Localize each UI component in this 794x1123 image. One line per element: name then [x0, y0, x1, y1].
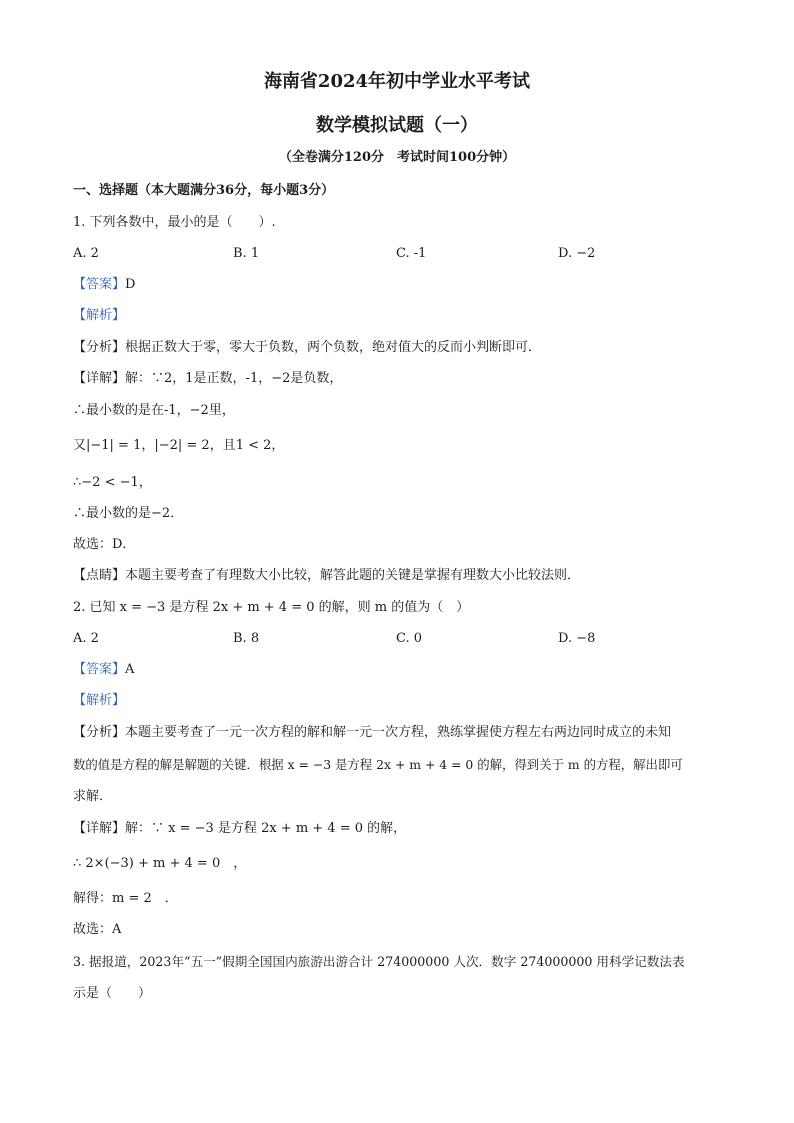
q1-stem: 1. 下列各数中，最小的是（ ）. — [73, 215, 276, 230]
q1-xiangjie — [73, 371, 342, 387]
q2-stem: 2. 已知 x = −3 是方程 2x + m + 4 = 0 的解，则 m 的值为（ ） — [73, 600, 470, 615]
q2-line-4: 故选：A — [73, 922, 122, 937]
q2-line-3: 解得：m = 2 ． — [73, 891, 178, 906]
q2-xiangjie — [73, 821, 406, 837]
answer-tag: 【答案】 — [73, 277, 126, 292]
dianjing-text: 本题主要考查了有理数大小比较，解答此题的关键是掌握有理数大小比较法则． — [125, 568, 581, 583]
q1-dianjing — [73, 568, 580, 584]
answer-value: D — [125, 277, 136, 292]
dianjing-tag: 【点睛】 — [73, 568, 126, 583]
xiangjie-text: 解：∵ x = −3 是方程 2x + m + 4 = 0 的解， — [125, 821, 407, 836]
fenxi-text: 根据正数大于零，零大于负数，两个负数，绝对值大的反而小判断即可． — [125, 340, 542, 355]
q2-analysis-tag: 【解析】 — [73, 693, 126, 708]
q1-line-2: ∴最小数的是在-1，−2里， — [73, 403, 235, 418]
q1-option-d: D. −2 — [558, 246, 596, 261]
answer-tag: 【答案】 — [73, 662, 126, 677]
q2-fenxi-2: 数的值是方程的解是解题的关键．根据 x = −3 是方程 2x + m + 4 = 0 的解，得到关于 m 的方程，解出即可 — [73, 757, 683, 772]
q1-analysis-tag: 【解析】 — [73, 308, 126, 323]
q3-stem-2: 示是（ ） — [73, 986, 152, 1001]
q1-answer — [73, 277, 135, 293]
q1-line-5: ∴最小数的是−2． — [73, 506, 184, 521]
q1-line-3: 又|−1| = 1，|−2| = 2，且1 < 2， — [73, 438, 285, 453]
fenxi-tag: 【分析】 — [73, 340, 126, 355]
xiangjie-tag: 【详解】 — [73, 821, 126, 836]
q2-fenxi-3: 求解． — [73, 789, 113, 804]
q2-option-a: A. 2 — [73, 631, 99, 646]
q1-option-b: B. 1 — [233, 246, 260, 261]
q2-option-c: C. 0 — [396, 631, 423, 646]
q2-fenxi-1 — [73, 725, 671, 741]
q2-option-d: D. −8 — [558, 631, 596, 646]
xiangjie-tag: 【详解】 — [73, 371, 126, 386]
q1-option-a: A. 2 — [73, 246, 99, 261]
xiangjie-text: 解：∵2，1是正数，-1，−2是负数， — [125, 371, 343, 386]
fenxi-text: 本题主要考查了一元一次方程的解和解一元一次方程，熟练掌握使方程左右两边同时成立的未知 — [125, 725, 672, 740]
q1-line-4: ∴−2 < −1， — [73, 475, 152, 490]
q2-answer — [73, 662, 134, 678]
q2-line-2: ∴ 2×(−3) + m + 4 = 0 ， — [73, 856, 247, 871]
q1-line-6: 故选：D． — [73, 537, 136, 552]
doc-subtitle: （全卷满分120分 考试时间100分钟） — [278, 150, 516, 165]
q1-fenxi — [73, 340, 541, 356]
answer-value: A — [125, 662, 135, 677]
section-heading: 一、选择题（本大题满分36分，每小题3分） — [73, 183, 335, 198]
fenxi-tag: 【分析】 — [73, 725, 126, 740]
q3-stem-1: 3. 据报道，2023年“五一”假期全国国内旅游出游合计 274000000 人次．数字 274000000 用科学记数法表 — [73, 954, 685, 969]
q1-option-c: C. -1 — [396, 246, 427, 261]
doc-title-1: 海南省2024年初中学业水平考试 — [263, 71, 531, 92]
doc-title-2: 数学模拟试题（一） — [316, 115, 478, 136]
q2-option-b: B. 8 — [233, 631, 260, 646]
